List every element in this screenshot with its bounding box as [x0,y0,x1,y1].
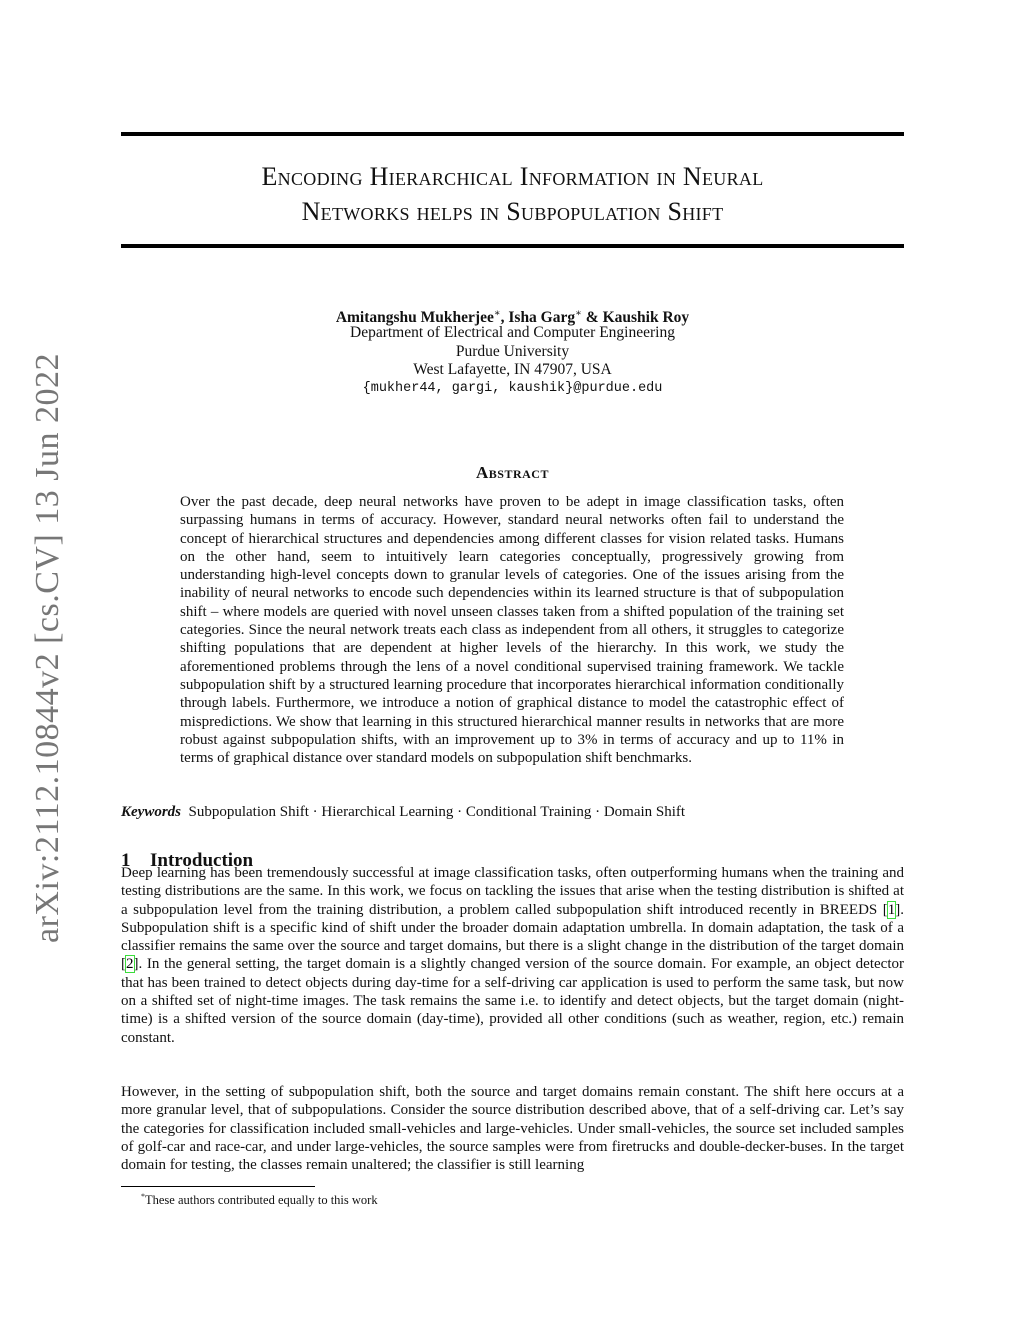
arxiv-identifier: arXiv:2112.10844v2 [cs.CV] 13 Jun 2022 [29,352,66,944]
author-name: Isha Garg [508,309,576,327]
citation-link[interactable]: 2 [126,956,134,973]
author-name: Amitangshu Mukherjee [335,309,494,327]
title-top-rule [121,132,904,136]
paragraph-text: ]. Subpopulation shift is a specific kind of shift under the broader domain adaptation umbrella. In domain adaptation, the task of a classifier remains the same over the source and target domains, but there is a slight change in the distribution of the target domain [ [121,901,904,973]
intro-paragraph-2: However, in the setting of subpopulation shift, both the source and target domains remain constant. The shift here occurs at a more granular level, that of subpopulations. Consider the source distribution described above, that of a self-driving car. Let’s say the categories for classification included small-vehicles and large-vehicles. Under small-vehicles, the source set included samples of golf-car and race-car, and under large-vehicles, the source samples were from firetrucks and double-decker-buses. In the target domain for testing, the classes remain unaltered; the classifier is still learning [121,1084,904,1174]
keywords-label: Keywords [121,804,181,820]
equal-contribution-mark: ∗ [493,308,501,319]
author-emails: {mukher44, gargi, kaushik}@purdue.edu [362,381,663,396]
section-number: 1 [121,850,131,871]
paragraph-text: ]. In the general setting, the target domain is a slightly changed version of the source domain. For example, an object detector that has been trained to detect objects during day-time for a self-driving car application is used to perform the same task, but now on a shifted set of night-time images. The task remains the same i.e. to identify and detect objects, but the target domain (night-time) is a shifted version of the source domain (day-time), provided all other conditions (such as weather, region, etc.) remain constant. [121,956,904,1046]
affiliation-department: Department of Electrical and Computer Engineering [350,324,675,341]
abstract-heading: Abstract [476,463,549,482]
footnote-rule [121,1186,315,1187]
author-name: Kaushik Roy [602,309,690,327]
footnote-mark: * [141,1192,145,1201]
affiliation-university: Purdue University [455,343,570,360]
affiliation-location: West Lafayette, IN 47907, USA [413,361,612,378]
paper-title-line-1: Encoding Hierarchical Information in Neural [261,162,764,191]
keywords-text: Subpopulation Shift · Hierarchical Learning · Conditional Training · Domain Shift [188,804,686,820]
section-title: Introduction [150,850,254,871]
keywords-line [121,804,904,821]
author-separator: , [500,309,509,327]
author-separator: & [581,309,603,327]
citation-link[interactable]: 1 [887,901,896,918]
footnote-text: These authors contributed equally to this work [145,1193,378,1208]
footnote [141,1192,378,1208]
paper-title-line-2: Networks helps in Subpopulation Shift [301,197,724,226]
title-bottom-rule [121,244,904,248]
paragraph-text: Deep learning has been tremendously successful at image classification tasks, often outperforming humans when the training and testing distributions are the same. In this work, we focus on tackling the issues that arise when the testing distribution is shifted at a subpopulation level from the training distribution, a problem called subpopulation shift introduced recently in BREEDS [ [121,865,904,918]
intro-paragraph-1 [121,864,904,1047]
equal-contribution-mark: ∗ [575,308,582,319]
abstract-text: Over the past decade, deep neural networks have proven to be adept in image classification tasks, often surpassing humans in terms of accuracy. However, standard neural networks often fail to understand the concept of hierarchical structures and dependencies among different classes for vision related tasks. Humans on the other hand, seem to intuitively learn categories conceptually, progressively growing from understanding high-level concepts down to granular levels of categories. One of the issues arising from the inability of neural networks to encode such dependencies within its learned structure is that of subpopulation shift – where models are queried with novel unseen classes taken from a shifted population of the training set categories. Since the neural network treats each class as independent from all others, it struggles to categorize shifting populations that are dependent at higher levels of the hierarchy. In this work, we study the aforementioned problems through the lens of a novel conditional supervised training framework. We tackle subpopulation shift by a structured learning procedure that incorporates hierarchical information conditionally through labels. Furthermore, we introduce a notion of graphical distance to model the catastrophic effect of mispredictions. We show that learning in this structured hierarchical manner results in networks that are more robust against subpopulation shifts, with an improvement up to 3% in terms of accuracy and up to 11% in terms of graphical distance over standard models on subpopulation shift benchmarks. [180,494,844,767]
